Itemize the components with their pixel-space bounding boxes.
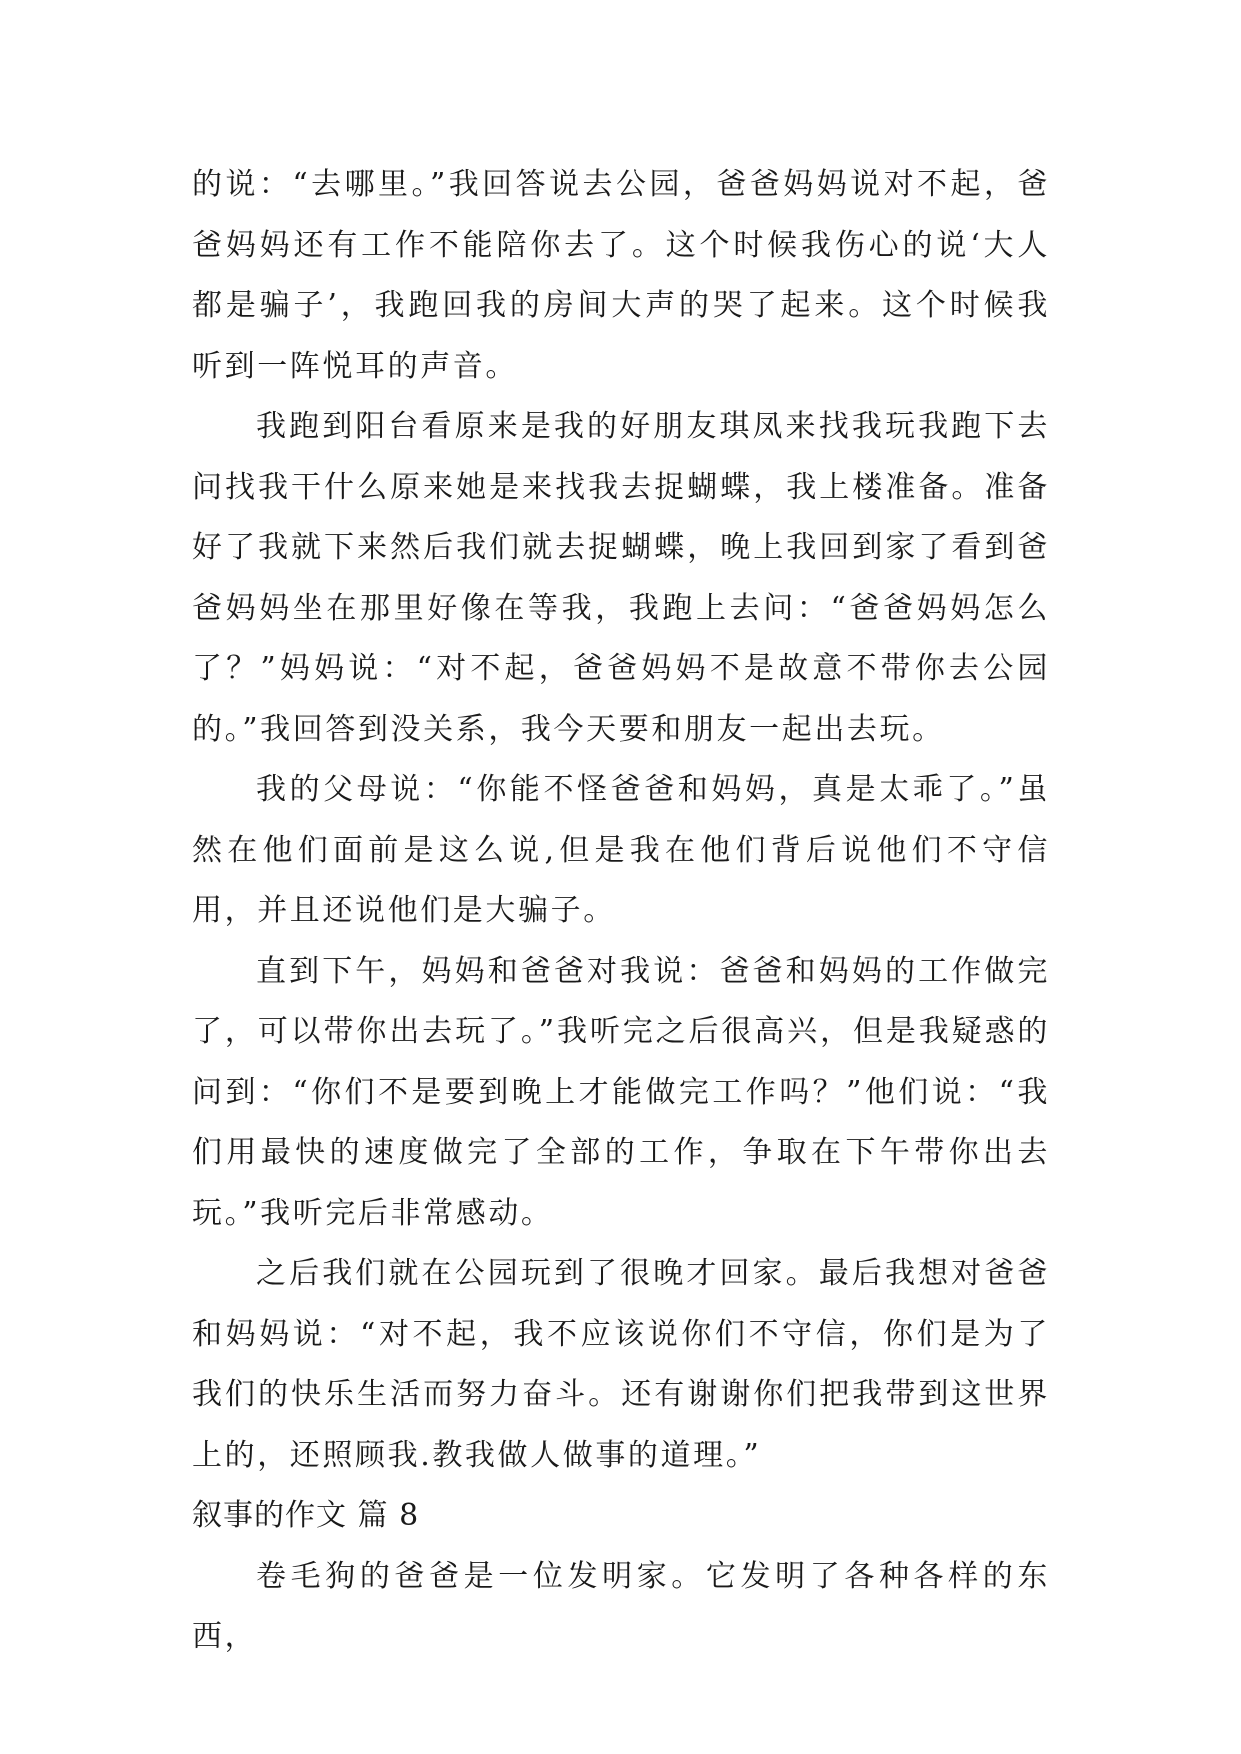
paragraph-6: 卷毛狗的爸爸是一位发明家。它发明了各种各样的东西， (192, 1558, 1050, 1654)
paragraph-3: 我的父母说：“你能不怪爸爸和妈妈，真是太乖了。”虽然在他们面前是这么说,但是我在他们背后说他们不守信用，并且还说他们是大骗子。 (192, 772, 1050, 928)
paragraph-1: 的说：“去哪里。”我回答说去公园，爸爸妈妈说对不起，爸爸妈妈还有工作不能陪你去了。这个时候我伤心的说‘大人都是骗子’，我跑回我的房间大声的哭了起来。这个时候我听到一阵悦耳的声音。 (192, 167, 1050, 384)
paragraph-4: 直到下午，妈妈和爸爸对我说：爸爸和妈妈的工作做完了，可以带你出去玩了。”我听完之后很高兴，但是我疑惑的问到：“你们不是要到晚上才能做完工作吗？”他们说：“我们用最快的速度做完了全部的工作，争取在下午带你出去玩。”我听完后非常感动。 (192, 953, 1050, 1231)
section-heading: 叙事的作文 篇 8 (192, 1498, 420, 1533)
document-page (192, 155, 1050, 1668)
paragraph-2: 我跑到阳台看原来是我的好朋友琪凤来找我玩我跑下去问找我干什么原来她是来找我去捉蝴蝶，我上楼准备。准备好了我就下来然后我们就去捉蝴蝶，晚上我回到家了看到爸爸妈妈坐在那里好像在等我，我跑上去问：“爸爸妈妈怎么了？”妈妈说：“对不起，爸爸妈妈不是故意不带你去公园的。”我回答到没关系，我今天要和朋友一起出去玩。 (192, 409, 1050, 747)
paragraph-5: 之后我们就在公园玩到了很晚才回家。最后我想对爸爸和妈妈说：“对不起，我不应该说你们不守信，你们是为了我们的快乐生活而努力奋斗。还有谢谢你们把我带到这世界上的，还照顾我.教我做人做事的道理。” (192, 1256, 1050, 1473)
